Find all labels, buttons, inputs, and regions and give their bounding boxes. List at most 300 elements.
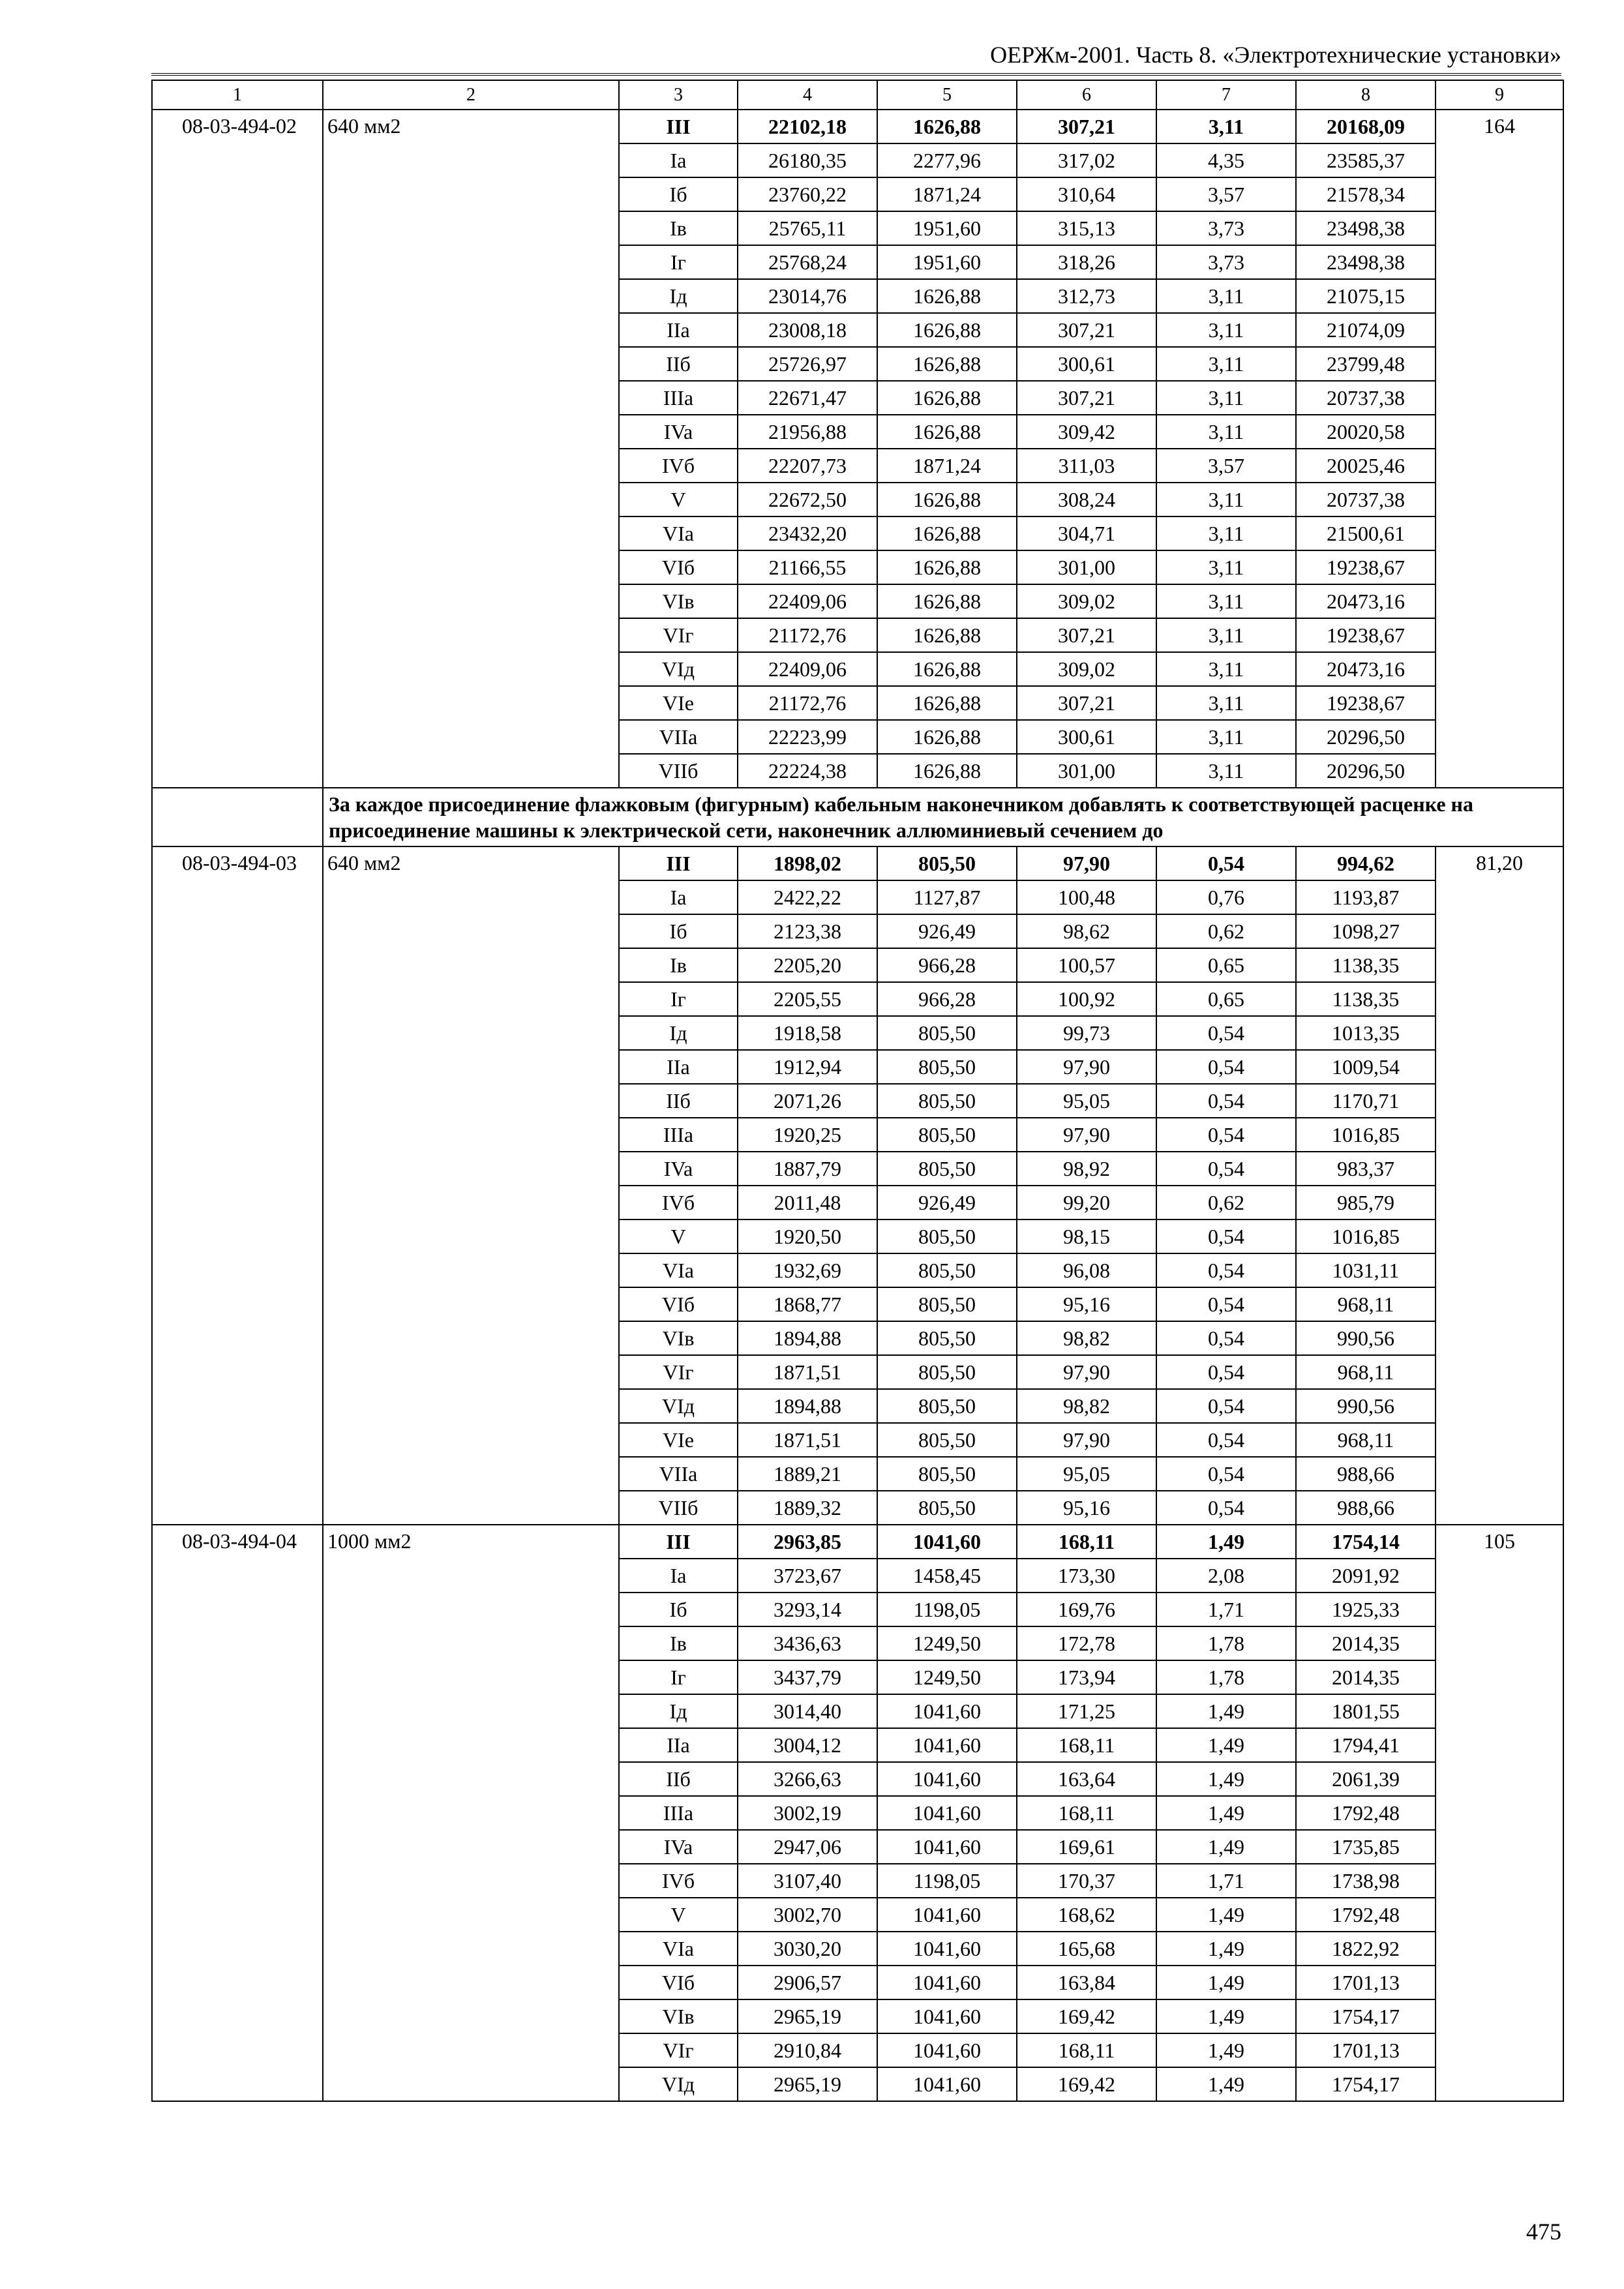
zone-cell: IVб xyxy=(619,449,738,483)
value-cell: 805,50 xyxy=(877,1152,1017,1186)
column-number-cell: 3 xyxy=(619,80,738,110)
value-cell: 1889,32 xyxy=(738,1491,877,1525)
value-cell: 983,37 xyxy=(1296,1152,1436,1186)
value-cell: 1626,88 xyxy=(877,483,1017,516)
page-number: 475 xyxy=(1526,2219,1561,2245)
value-cell: 1868,77 xyxy=(738,1287,877,1321)
value-cell: 307,21 xyxy=(1017,618,1156,652)
value-cell: 1198,05 xyxy=(877,1864,1017,1898)
value-cell: 1754,17 xyxy=(1296,2067,1436,2101)
value-cell: 3,11 xyxy=(1156,279,1296,313)
value-cell: 3,11 xyxy=(1156,686,1296,720)
value-cell: 300,61 xyxy=(1017,347,1156,381)
zone-cell: Iб xyxy=(619,177,738,211)
value-cell: 968,11 xyxy=(1296,1355,1436,1389)
value-cell: 2014,35 xyxy=(1296,1626,1436,1660)
value-cell: 805,50 xyxy=(877,1389,1017,1423)
value-cell: 1249,50 xyxy=(877,1626,1017,1660)
value-cell: 0,54 xyxy=(1156,846,1296,880)
zone-cell: VIв xyxy=(619,1999,738,2033)
value-cell: 2205,20 xyxy=(738,948,877,982)
value-cell: 2,08 xyxy=(1156,1559,1296,1593)
value-cell: 163,64 xyxy=(1017,1762,1156,1796)
value-cell: 23498,38 xyxy=(1296,211,1436,245)
value-cell: 0,54 xyxy=(1156,1118,1296,1152)
value-cell: 165,68 xyxy=(1017,1932,1156,1966)
value-cell: 0,54 xyxy=(1156,1457,1296,1491)
value-cell: 1,49 xyxy=(1156,2033,1296,2067)
value-cell: 1794,41 xyxy=(1296,1728,1436,1762)
value-cell: 1,78 xyxy=(1156,1660,1296,1694)
value-cell: 1735,85 xyxy=(1296,1830,1436,1864)
zone-cell: VIIa xyxy=(619,720,738,754)
value-cell: 311,03 xyxy=(1017,449,1156,483)
value-cell: 1738,98 xyxy=(1296,1864,1436,1898)
value-cell: 22409,06 xyxy=(738,584,877,618)
value-cell: 1249,50 xyxy=(877,1660,1017,1694)
rate-code: 08-03-494-02 xyxy=(152,110,323,788)
value-cell: 23799,48 xyxy=(1296,347,1436,381)
zone-cell: IIб xyxy=(619,1762,738,1796)
value-cell: 3,11 xyxy=(1156,483,1296,516)
value-cell: 1138,35 xyxy=(1296,982,1436,1016)
value-cell: 1889,21 xyxy=(738,1457,877,1491)
value-cell: 968,11 xyxy=(1296,1423,1436,1457)
value-cell: 22223,99 xyxy=(738,720,877,754)
zone-cell: VIв xyxy=(619,584,738,618)
column-number-cell: 4 xyxy=(738,80,877,110)
value-cell: 1,49 xyxy=(1156,1762,1296,1796)
value-cell: 171,25 xyxy=(1017,1694,1156,1728)
value-cell: 3,11 xyxy=(1156,754,1296,788)
value-cell: 315,13 xyxy=(1017,211,1156,245)
value-cell: 1626,88 xyxy=(877,279,1017,313)
column-number-cell: 5 xyxy=(877,80,1017,110)
zone-cell: IIa xyxy=(619,1050,738,1084)
value-cell: 1894,88 xyxy=(738,1321,877,1355)
value-cell: 1932,69 xyxy=(738,1253,877,1287)
value-cell: 2011,48 xyxy=(738,1186,877,1219)
value-cell: 1193,87 xyxy=(1296,880,1436,914)
value-cell: 1031,11 xyxy=(1296,1253,1436,1287)
zone-cell: Iг xyxy=(619,982,738,1016)
value-cell: 21578,34 xyxy=(1296,177,1436,211)
value-cell: 23498,38 xyxy=(1296,245,1436,279)
value-cell: 21074,09 xyxy=(1296,313,1436,347)
value-cell: 1,71 xyxy=(1156,1593,1296,1626)
rate-code: 08-03-494-04 xyxy=(152,1525,323,2101)
value-cell: 3,57 xyxy=(1156,449,1296,483)
value-cell: 1626,88 xyxy=(877,618,1017,652)
value-cell: 308,24 xyxy=(1017,483,1156,516)
value-cell: 805,50 xyxy=(877,1287,1017,1321)
value-cell: 3723,67 xyxy=(738,1559,877,1593)
value-cell: 1041,60 xyxy=(877,1966,1017,1999)
value-cell: 21956,88 xyxy=(738,415,877,449)
value-cell: 1871,51 xyxy=(738,1423,877,1457)
value-cell: 22102,18 xyxy=(738,110,877,143)
zone-cell: III xyxy=(619,846,738,880)
value-cell: 97,90 xyxy=(1017,846,1156,880)
value-cell: 3,73 xyxy=(1156,245,1296,279)
value-cell: 20296,50 xyxy=(1296,720,1436,754)
column-number-cell: 2 xyxy=(323,80,619,110)
labor-cost-cell: 105 xyxy=(1436,1525,1563,2101)
value-cell: 168,11 xyxy=(1017,2033,1156,2067)
value-cell: 805,50 xyxy=(877,1016,1017,1050)
zone-cell: Iв xyxy=(619,948,738,982)
value-cell: 22224,38 xyxy=(738,754,877,788)
value-cell: 0,54 xyxy=(1156,1491,1296,1525)
value-cell: 98,92 xyxy=(1017,1152,1156,1186)
value-cell: 1792,48 xyxy=(1296,1898,1436,1932)
value-cell: 23008,18 xyxy=(738,313,877,347)
value-cell: 1,49 xyxy=(1156,1796,1296,1830)
value-cell: 0,65 xyxy=(1156,948,1296,982)
value-cell: 1951,60 xyxy=(877,211,1017,245)
value-cell: 0,54 xyxy=(1156,1253,1296,1287)
value-cell: 1,49 xyxy=(1156,1525,1296,1559)
value-cell: 2422,22 xyxy=(738,880,877,914)
zone-cell: IVб xyxy=(619,1186,738,1219)
value-cell: 3002,19 xyxy=(738,1796,877,1830)
zone-cell: VIд xyxy=(619,652,738,686)
value-cell: 19238,67 xyxy=(1296,618,1436,652)
value-cell: 1801,55 xyxy=(1296,1694,1436,1728)
value-cell: 1198,05 xyxy=(877,1593,1017,1626)
value-cell: 1041,60 xyxy=(877,1932,1017,1966)
value-cell: 21500,61 xyxy=(1296,516,1436,550)
value-cell: 97,90 xyxy=(1017,1423,1156,1457)
value-cell: 1,49 xyxy=(1156,1966,1296,1999)
value-cell: 170,37 xyxy=(1017,1864,1156,1898)
value-cell: 0,62 xyxy=(1156,1186,1296,1219)
value-cell: 3293,14 xyxy=(738,1593,877,1626)
column-number-cell: 7 xyxy=(1156,80,1296,110)
value-cell: 0,54 xyxy=(1156,1084,1296,1118)
value-cell: 805,50 xyxy=(877,1457,1017,1491)
value-cell: 4,35 xyxy=(1156,143,1296,177)
value-cell: 95,16 xyxy=(1017,1491,1156,1525)
value-cell: 1894,88 xyxy=(738,1389,877,1423)
value-cell: 1871,24 xyxy=(877,177,1017,211)
value-cell: 1138,35 xyxy=(1296,948,1436,982)
page-header xyxy=(151,37,1561,76)
value-cell: 1041,60 xyxy=(877,1796,1017,1830)
value-cell: 1,49 xyxy=(1156,2067,1296,2101)
zone-cell: Iб xyxy=(619,914,738,948)
value-cell: 1041,60 xyxy=(877,1762,1017,1796)
value-cell: 994,62 xyxy=(1296,846,1436,880)
value-cell: 95,05 xyxy=(1017,1457,1156,1491)
value-cell: 3014,40 xyxy=(738,1694,877,1728)
value-cell: 1626,88 xyxy=(877,347,1017,381)
value-cell: 3107,40 xyxy=(738,1864,877,1898)
value-cell: 3,11 xyxy=(1156,652,1296,686)
value-cell: 1,49 xyxy=(1156,1898,1296,1932)
value-cell: 25726,97 xyxy=(738,347,877,381)
value-cell: 1626,88 xyxy=(877,550,1017,584)
value-cell: 990,56 xyxy=(1296,1389,1436,1423)
zone-cell: Ia xyxy=(619,143,738,177)
value-cell: 1626,88 xyxy=(877,516,1017,550)
value-cell: 1,49 xyxy=(1156,1932,1296,1966)
zone-cell: VIa xyxy=(619,1932,738,1966)
zone-cell: Iд xyxy=(619,1694,738,1728)
value-cell: 20168,09 xyxy=(1296,110,1436,143)
value-cell: 1041,60 xyxy=(877,1728,1017,1762)
value-cell: 95,05 xyxy=(1017,1084,1156,1118)
value-cell: 1754,17 xyxy=(1296,1999,1436,2033)
value-cell: 0,54 xyxy=(1156,1389,1296,1423)
zone-cell: VIг xyxy=(619,2033,738,2067)
value-cell: 805,50 xyxy=(877,1050,1017,1084)
value-cell: 3,11 xyxy=(1156,347,1296,381)
value-cell: 2277,96 xyxy=(877,143,1017,177)
value-cell: 1016,85 xyxy=(1296,1118,1436,1152)
value-cell: 21166,55 xyxy=(738,550,877,584)
value-cell: 300,61 xyxy=(1017,720,1156,754)
zone-cell: Iв xyxy=(619,211,738,245)
column-number-cell: 8 xyxy=(1296,80,1436,110)
value-cell: 926,49 xyxy=(877,1186,1017,1219)
value-cell: 19238,67 xyxy=(1296,550,1436,584)
value-cell: 3,73 xyxy=(1156,211,1296,245)
value-cell: 97,90 xyxy=(1017,1118,1156,1152)
value-cell: 3437,79 xyxy=(738,1660,877,1694)
value-cell: 1,49 xyxy=(1156,1999,1296,2033)
value-cell: 22207,73 xyxy=(738,449,877,483)
value-cell: 805,50 xyxy=(877,1219,1017,1253)
value-cell: 1626,88 xyxy=(877,110,1017,143)
zone-cell: VIe xyxy=(619,686,738,720)
value-cell: 307,21 xyxy=(1017,381,1156,415)
value-cell: 307,21 xyxy=(1017,686,1156,720)
value-cell: 805,50 xyxy=(877,1423,1017,1457)
value-cell: 1920,50 xyxy=(738,1219,877,1253)
value-cell: 98,82 xyxy=(1017,1389,1156,1423)
labor-cost-cell: 164 xyxy=(1436,110,1563,788)
value-cell: 3,11 xyxy=(1156,110,1296,143)
value-cell: 96,08 xyxy=(1017,1253,1156,1287)
value-cell: 1016,85 xyxy=(1296,1219,1436,1253)
zone-cell: VIб xyxy=(619,1966,738,1999)
value-cell: 0,54 xyxy=(1156,1152,1296,1186)
value-cell: 805,50 xyxy=(877,1355,1017,1389)
rate-description: 640 мм2 xyxy=(323,110,619,788)
value-cell: 3,11 xyxy=(1156,720,1296,754)
value-cell: 98,82 xyxy=(1017,1321,1156,1355)
zone-cell: Iд xyxy=(619,279,738,313)
zone-cell: Iд xyxy=(619,1016,738,1050)
value-cell: 169,76 xyxy=(1017,1593,1156,1626)
value-cell: 1626,88 xyxy=(877,584,1017,618)
value-cell: 100,92 xyxy=(1017,982,1156,1016)
value-cell: 20473,16 xyxy=(1296,652,1436,686)
note-row xyxy=(152,788,1563,846)
value-cell: 98,15 xyxy=(1017,1219,1156,1253)
value-cell: 1626,88 xyxy=(877,754,1017,788)
value-cell: 1,49 xyxy=(1156,1728,1296,1762)
value-cell: 805,50 xyxy=(877,1253,1017,1287)
value-cell: 20296,50 xyxy=(1296,754,1436,788)
value-cell: 2123,38 xyxy=(738,914,877,948)
value-cell: 2906,57 xyxy=(738,1966,877,1999)
zone-cell: Iб xyxy=(619,1593,738,1626)
value-cell: 990,56 xyxy=(1296,1321,1436,1355)
value-cell: 1127,87 xyxy=(877,880,1017,914)
value-cell: 1041,60 xyxy=(877,1694,1017,1728)
value-cell: 805,50 xyxy=(877,1321,1017,1355)
value-cell: 805,50 xyxy=(877,1118,1017,1152)
value-cell: 21172,76 xyxy=(738,686,877,720)
value-cell: 168,11 xyxy=(1017,1728,1156,1762)
note-empty-cell xyxy=(152,788,323,846)
value-cell: 966,28 xyxy=(877,948,1017,982)
zone-cell: IVa xyxy=(619,1830,738,1864)
value-cell: 1951,60 xyxy=(877,245,1017,279)
note-text: За каждое присоединение флажковым (фигурным) кабельным наконечником добавлять к соответствующей расценке на присоединение машины к электрической сети, наконечник аллюминиевый сечением до xyxy=(323,788,1563,846)
zone-cell: VIe xyxy=(619,1423,738,1457)
value-cell: 0,54 xyxy=(1156,1050,1296,1084)
value-cell: 3,11 xyxy=(1156,584,1296,618)
value-cell: 173,94 xyxy=(1017,1660,1156,1694)
value-cell: 310,64 xyxy=(1017,177,1156,211)
value-cell: 3,11 xyxy=(1156,381,1296,415)
value-cell: 21075,15 xyxy=(1296,279,1436,313)
value-cell: 2965,19 xyxy=(738,1999,877,2033)
value-cell: 1626,88 xyxy=(877,720,1017,754)
value-cell: 1626,88 xyxy=(877,415,1017,449)
value-cell: 1918,58 xyxy=(738,1016,877,1050)
value-cell: 20025,46 xyxy=(1296,449,1436,483)
value-cell: 2014,35 xyxy=(1296,1660,1436,1694)
value-cell: 3002,70 xyxy=(738,1898,877,1932)
value-cell: 21172,76 xyxy=(738,618,877,652)
value-cell: 1792,48 xyxy=(1296,1796,1436,1830)
zone-cell: III xyxy=(619,1525,738,1559)
zone-cell: V xyxy=(619,1219,738,1253)
zone-cell: V xyxy=(619,1898,738,1932)
value-cell: 25768,24 xyxy=(738,245,877,279)
value-cell: 0,54 xyxy=(1156,1219,1296,1253)
table-row xyxy=(152,1525,1563,1559)
zone-cell: Iг xyxy=(619,1660,738,1694)
value-cell: 1626,88 xyxy=(877,652,1017,686)
value-cell: 1925,33 xyxy=(1296,1593,1436,1626)
zone-cell: Ia xyxy=(619,1559,738,1593)
rate-code: 08-03-494-03 xyxy=(152,846,323,1525)
value-cell: 318,26 xyxy=(1017,245,1156,279)
value-cell: 19238,67 xyxy=(1296,686,1436,720)
zone-cell: VIIб xyxy=(619,754,738,788)
value-cell: 173,30 xyxy=(1017,1559,1156,1593)
value-cell: 1,49 xyxy=(1156,1694,1296,1728)
zone-cell: Ia xyxy=(619,880,738,914)
column-number-cell: 6 xyxy=(1017,80,1156,110)
value-cell: 988,66 xyxy=(1296,1457,1436,1491)
value-cell: 988,66 xyxy=(1296,1491,1436,1525)
zone-cell: Iг xyxy=(619,245,738,279)
value-cell: 985,79 xyxy=(1296,1186,1436,1219)
value-cell: 1871,51 xyxy=(738,1355,877,1389)
value-cell: 1041,60 xyxy=(877,1830,1017,1864)
rate-description: 1000 мм2 xyxy=(323,1525,619,2101)
value-cell: 168,11 xyxy=(1017,1525,1156,1559)
zone-cell: IIa xyxy=(619,313,738,347)
value-cell: 20020,58 xyxy=(1296,415,1436,449)
value-cell: 1013,35 xyxy=(1296,1016,1436,1050)
value-cell: 169,61 xyxy=(1017,1830,1156,1864)
zone-cell: VIб xyxy=(619,550,738,584)
rates-table xyxy=(151,80,1564,2102)
value-cell: 1701,13 xyxy=(1296,1966,1436,1999)
labor-cost-cell: 81,20 xyxy=(1436,846,1563,1525)
zone-cell: VIa xyxy=(619,516,738,550)
value-cell: 25765,11 xyxy=(738,211,877,245)
value-cell: 1822,92 xyxy=(1296,1932,1436,1966)
value-cell: 307,21 xyxy=(1017,110,1156,143)
zone-cell: IIIa xyxy=(619,381,738,415)
value-cell: 163,84 xyxy=(1017,1966,1156,1999)
value-cell: 1170,71 xyxy=(1296,1084,1436,1118)
value-cell: 3,11 xyxy=(1156,415,1296,449)
value-cell: 1898,02 xyxy=(738,846,877,880)
zone-cell: IIб xyxy=(619,347,738,381)
value-cell: 2963,85 xyxy=(738,1525,877,1559)
value-cell: 172,78 xyxy=(1017,1626,1156,1660)
zone-cell: IIIa xyxy=(619,1796,738,1830)
value-cell: 23760,22 xyxy=(738,177,877,211)
zone-cell: Iв xyxy=(619,1626,738,1660)
value-cell: 805,50 xyxy=(877,1084,1017,1118)
value-cell: 169,42 xyxy=(1017,2067,1156,2101)
value-cell: 805,50 xyxy=(877,846,1017,880)
value-cell: 0,54 xyxy=(1156,1423,1296,1457)
document-title: ОЕРЖм-2001. Часть 8. «Электротехнические установки» xyxy=(990,42,1561,68)
zone-cell: IVб xyxy=(619,1864,738,1898)
value-cell: 1,71 xyxy=(1156,1864,1296,1898)
value-cell: 26180,35 xyxy=(738,143,877,177)
value-cell: 805,50 xyxy=(877,1491,1017,1525)
value-cell: 3,11 xyxy=(1156,313,1296,347)
value-cell: 2910,84 xyxy=(738,2033,877,2067)
value-cell: 1041,60 xyxy=(877,1525,1017,1559)
value-cell: 22672,50 xyxy=(738,483,877,516)
value-cell: 0,54 xyxy=(1156,1016,1296,1050)
value-cell: 1701,13 xyxy=(1296,2033,1436,2067)
value-cell: 1626,88 xyxy=(877,381,1017,415)
zone-cell: VIг xyxy=(619,618,738,652)
value-cell: 926,49 xyxy=(877,914,1017,948)
zone-cell: VIд xyxy=(619,2067,738,2101)
value-cell: 22671,47 xyxy=(738,381,877,415)
value-cell: 100,48 xyxy=(1017,880,1156,914)
value-cell: 3,11 xyxy=(1156,550,1296,584)
value-cell: 99,73 xyxy=(1017,1016,1156,1050)
value-cell: 1041,60 xyxy=(877,2067,1017,2101)
value-cell: 309,02 xyxy=(1017,652,1156,686)
value-cell: 23014,76 xyxy=(738,279,877,313)
value-cell: 3436,63 xyxy=(738,1626,877,1660)
column-number-cell: 1 xyxy=(152,80,323,110)
value-cell: 1,49 xyxy=(1156,1830,1296,1864)
value-cell: 309,02 xyxy=(1017,584,1156,618)
value-cell: 169,42 xyxy=(1017,1999,1156,2033)
value-cell: 20473,16 xyxy=(1296,584,1436,618)
value-cell: 1098,27 xyxy=(1296,914,1436,948)
value-cell: 0,62 xyxy=(1156,914,1296,948)
